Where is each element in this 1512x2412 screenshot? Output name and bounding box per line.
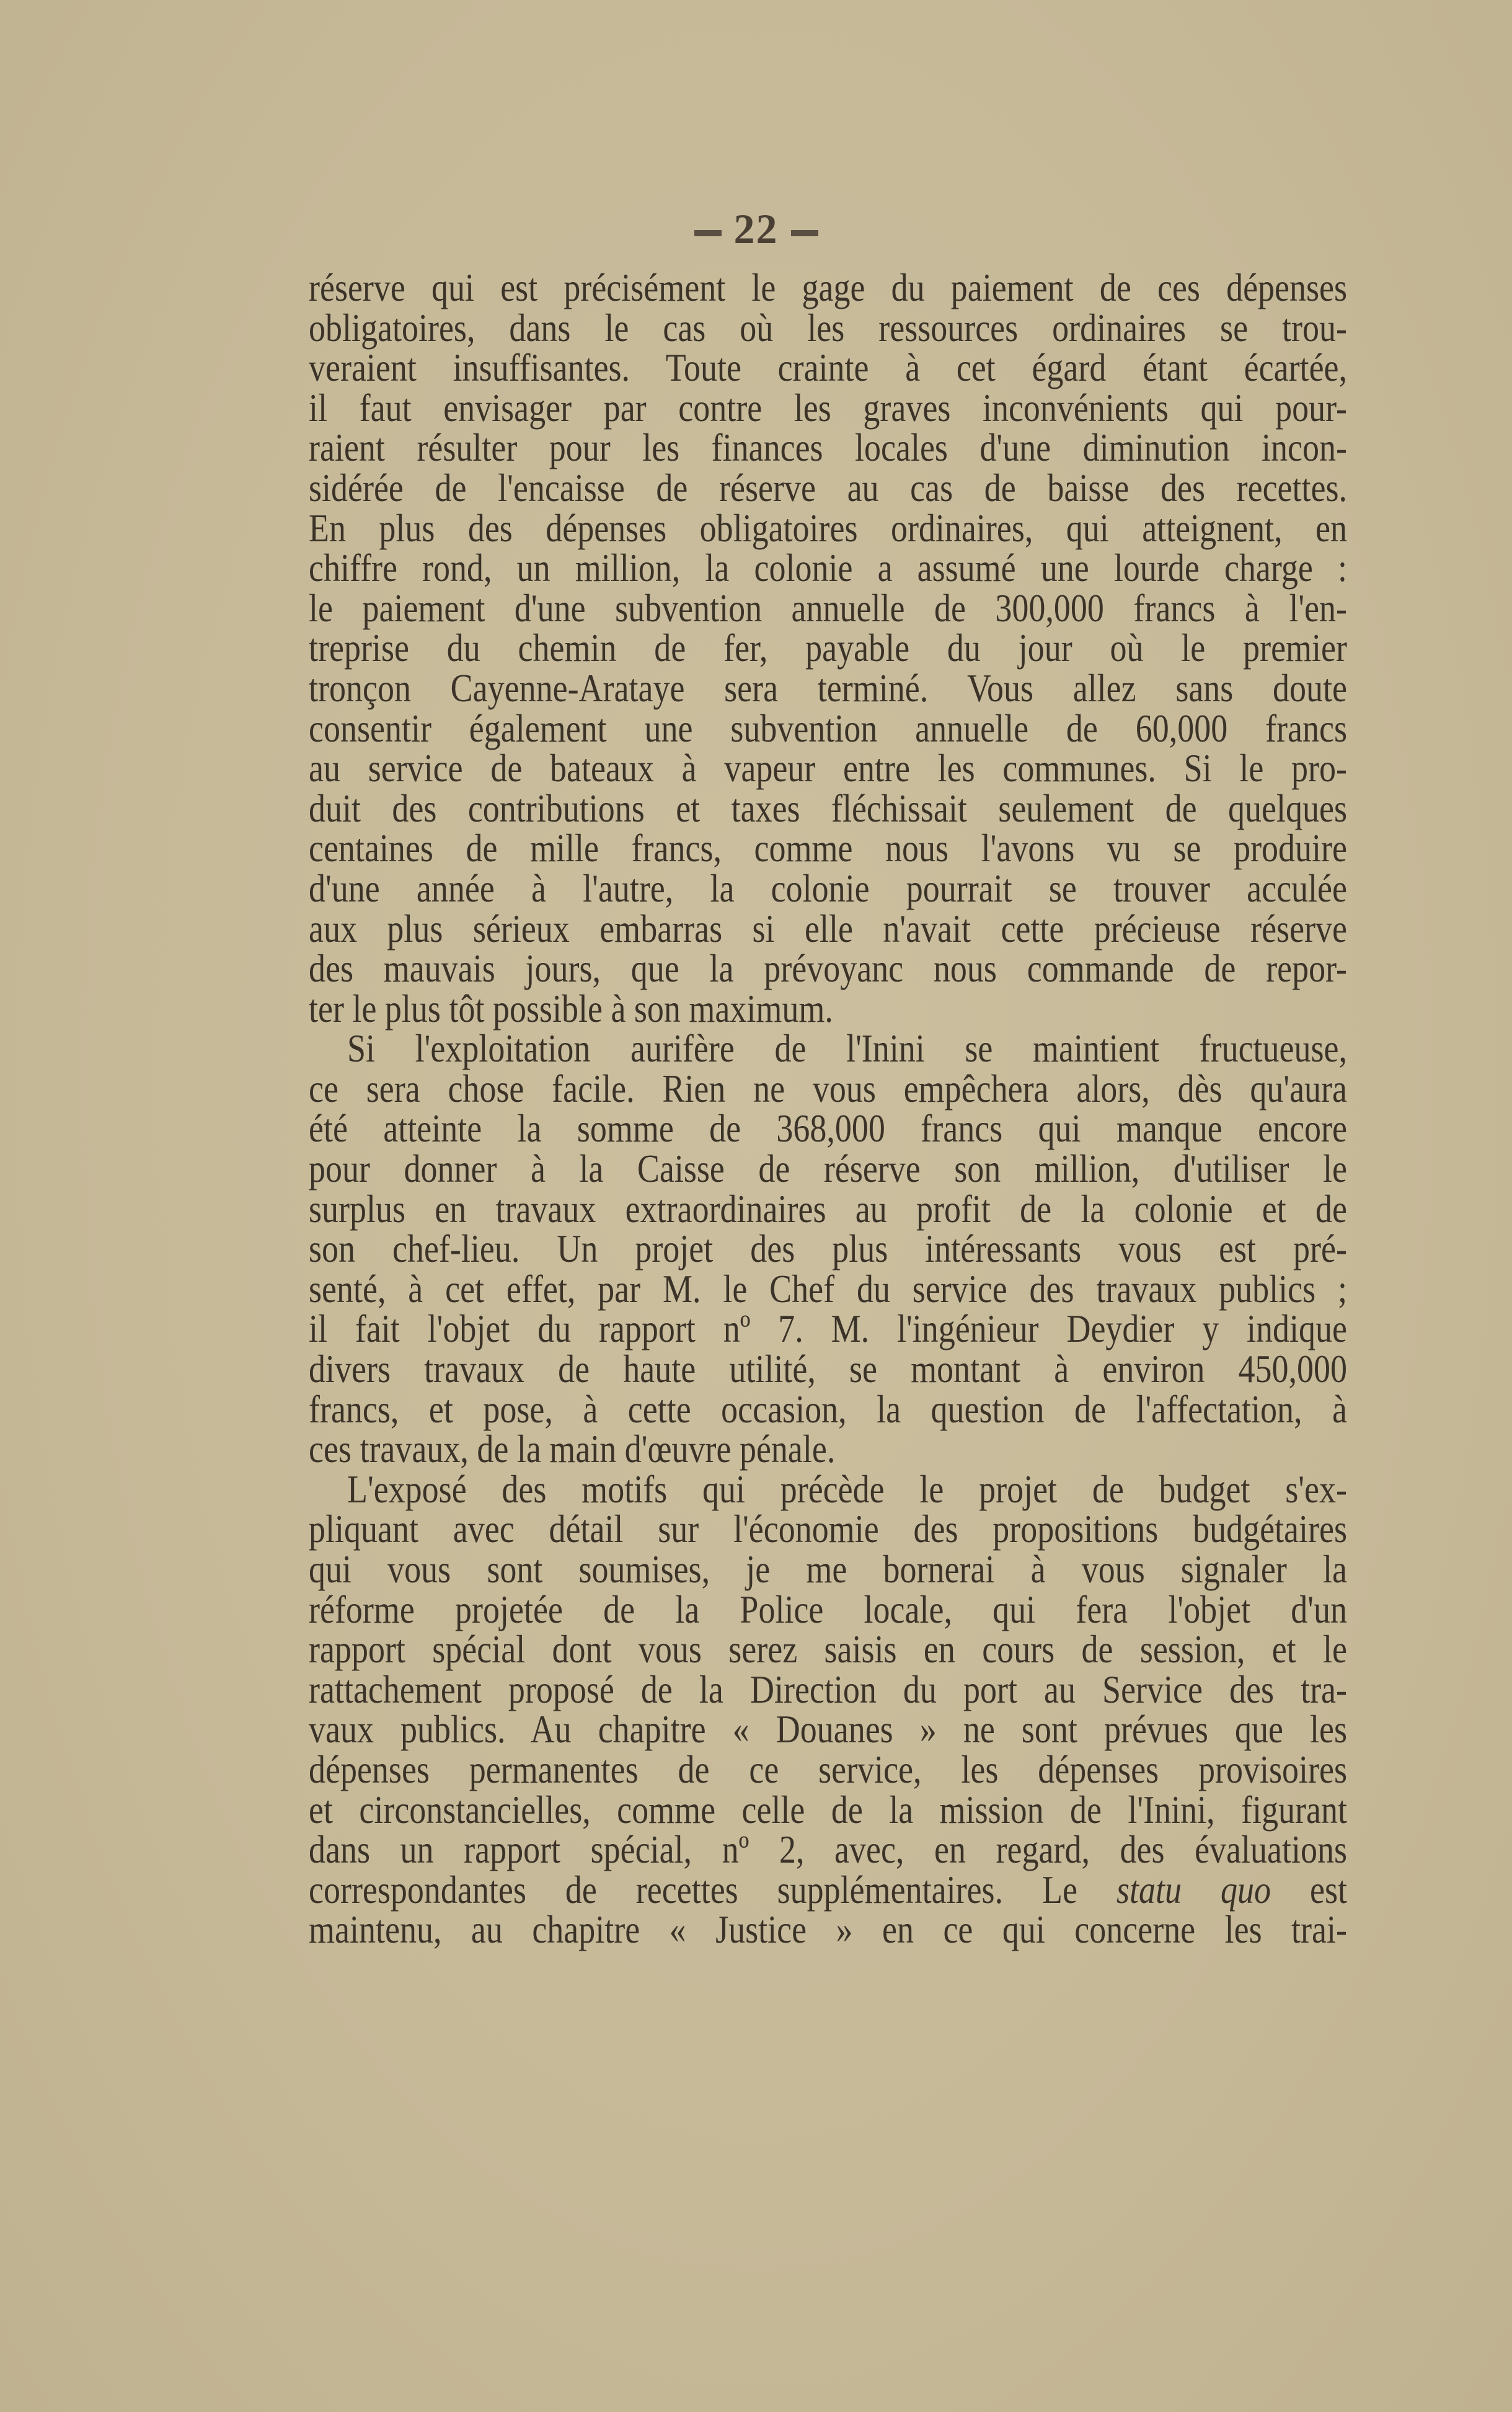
text-line: sidérée de l'encaisse de réserve au cas de baisse des recettes.: [309, 466, 1347, 510]
text-line: ter le plus tôt possible à son maximum.: [309, 987, 833, 1031]
text-line: obligatoires, dans le cas où les ressources ordinaires se trou-: [309, 306, 1347, 350]
page-number: [0, 205, 1512, 254]
text-line: senté, à cet effet, par M. le Chef du service des travaux publics ;: [309, 1267, 1347, 1311]
text-line: et circonstancielles, comme celle de la mission de l'Inini, figurant: [309, 1788, 1347, 1832]
text-line: il fait l'objet du rapport nº 7. M. l'ingénieur Deydier y indique: [309, 1306, 1347, 1351]
text-segment: est: [1271, 1868, 1347, 1912]
text-line: veraient insuffisantes. Toute crainte à cet égard étant écartée,: [309, 345, 1347, 390]
text-line: dans un rapport spécial, nº 2, avec, en regard, des évaluations: [309, 1827, 1347, 1872]
text-line: des mauvais jours, que la prévoyanc nous commande de repor-: [309, 946, 1347, 991]
text-line: pour donner à la Caisse de réserve son million, d'utiliser le: [309, 1146, 1347, 1191]
text-line: vaux publics. Au chapitre « Douanes » ne sont prévues que les: [309, 1707, 1347, 1752]
text-line: d'une année à l'autre, la colonie pourrait se trouver acculée: [309, 866, 1347, 911]
text-line: rapport spécial dont vous serez saisis en cours de session, et le: [309, 1627, 1347, 1672]
text-line: été atteinte la somme de 368,000 francs qui manque encore: [309, 1107, 1347, 1151]
text-line: pliquant avec détail sur l'économie des propositions budgétaires: [309, 1507, 1347, 1551]
text-line: qui vous sont soumises, je me bornerai à vous signaler la: [309, 1547, 1347, 1592]
ornament-dash: [694, 230, 722, 236]
text-line: divers travaux de haute utilité, se montant à environ 450,000: [309, 1347, 1347, 1391]
text-line: raient résulter pour les finances locales d'une diminution incon-: [309, 425, 1347, 470]
text-line: réserve qui est précisément le gage du paiement de ces dépenses: [309, 265, 1347, 310]
text-line: En plus des dépenses obligatoires ordinaires, qui atteignent, en: [309, 506, 1347, 550]
text-line: ces travaux, de la main d'œuvre pénale.: [309, 1427, 836, 1471]
italic-phrase: statu quo: [1116, 1868, 1271, 1912]
text-line: surplus en travaux extraordinaires au profit de la colonie et de: [309, 1187, 1347, 1231]
text-line: maintenu, au chapitre « Justice » en ce qui concerne les trai-: [309, 1907, 1347, 1952]
text-line: chiffre rond, un million, la colonie a assumé une lourde charge :: [309, 546, 1347, 590]
text-line: treprise du chemin de fer, payable du jour où le premier: [309, 626, 1347, 670]
text-line: au service de bateaux à vapeur entre les communes. Si le pro-: [309, 746, 1347, 791]
text-line: consentir également une subvention annuelle de 60,000 francs: [309, 706, 1347, 750]
text-line: centaines de mille francs, comme nous l'avons vu se produire: [309, 826, 1347, 871]
page-number-text: 22: [733, 205, 779, 252]
paragraph-start-line: L'exposé des motifs qui précède le projet de budget s'ex-: [347, 1467, 1347, 1512]
text-line: rattachement proposé de la Direction du port au Service des tra-: [309, 1667, 1347, 1712]
body-text: [309, 265, 1347, 1952]
text-line: aux plus sérieux embarras si elle n'avait cette précieuse réserve: [309, 907, 1347, 951]
text-segment: correspondantes de recettes supplémentaires. Le: [309, 1868, 1116, 1912]
text-line: le paiement d'une subvention annuelle de 300,000 francs à l'en-: [309, 586, 1347, 631]
text-line: son chef-lieu. Un projet des plus intéressants vous est pré-: [309, 1226, 1347, 1271]
text-line: duit des contributions et taxes fléchissait seulement de quelques: [309, 786, 1347, 831]
text-line: dépenses permanentes de ce service, les dépenses provisoires: [309, 1747, 1347, 1792]
text-line: il faut envisager par contre les graves inconvénients qui pour-: [309, 386, 1347, 430]
ornament-dash: [791, 230, 818, 236]
text-line: francs, et pose, à cette occasion, la question de l'affectation, à: [309, 1387, 1347, 1431]
paragraph-start-line: Si l'exploitation aurifère de l'Inini se maintient fructueuse,: [347, 1026, 1347, 1071]
text-line: ce sera chose facile. Rien ne vous empêchera alors, dès qu'aura: [309, 1066, 1347, 1111]
text-line: tronçon Cayenne-Arataye sera terminé. Vous allez sans doute: [309, 666, 1347, 711]
text-line: réforme projetée de la Police locale, qui fera l'objet d'un: [309, 1587, 1347, 1631]
